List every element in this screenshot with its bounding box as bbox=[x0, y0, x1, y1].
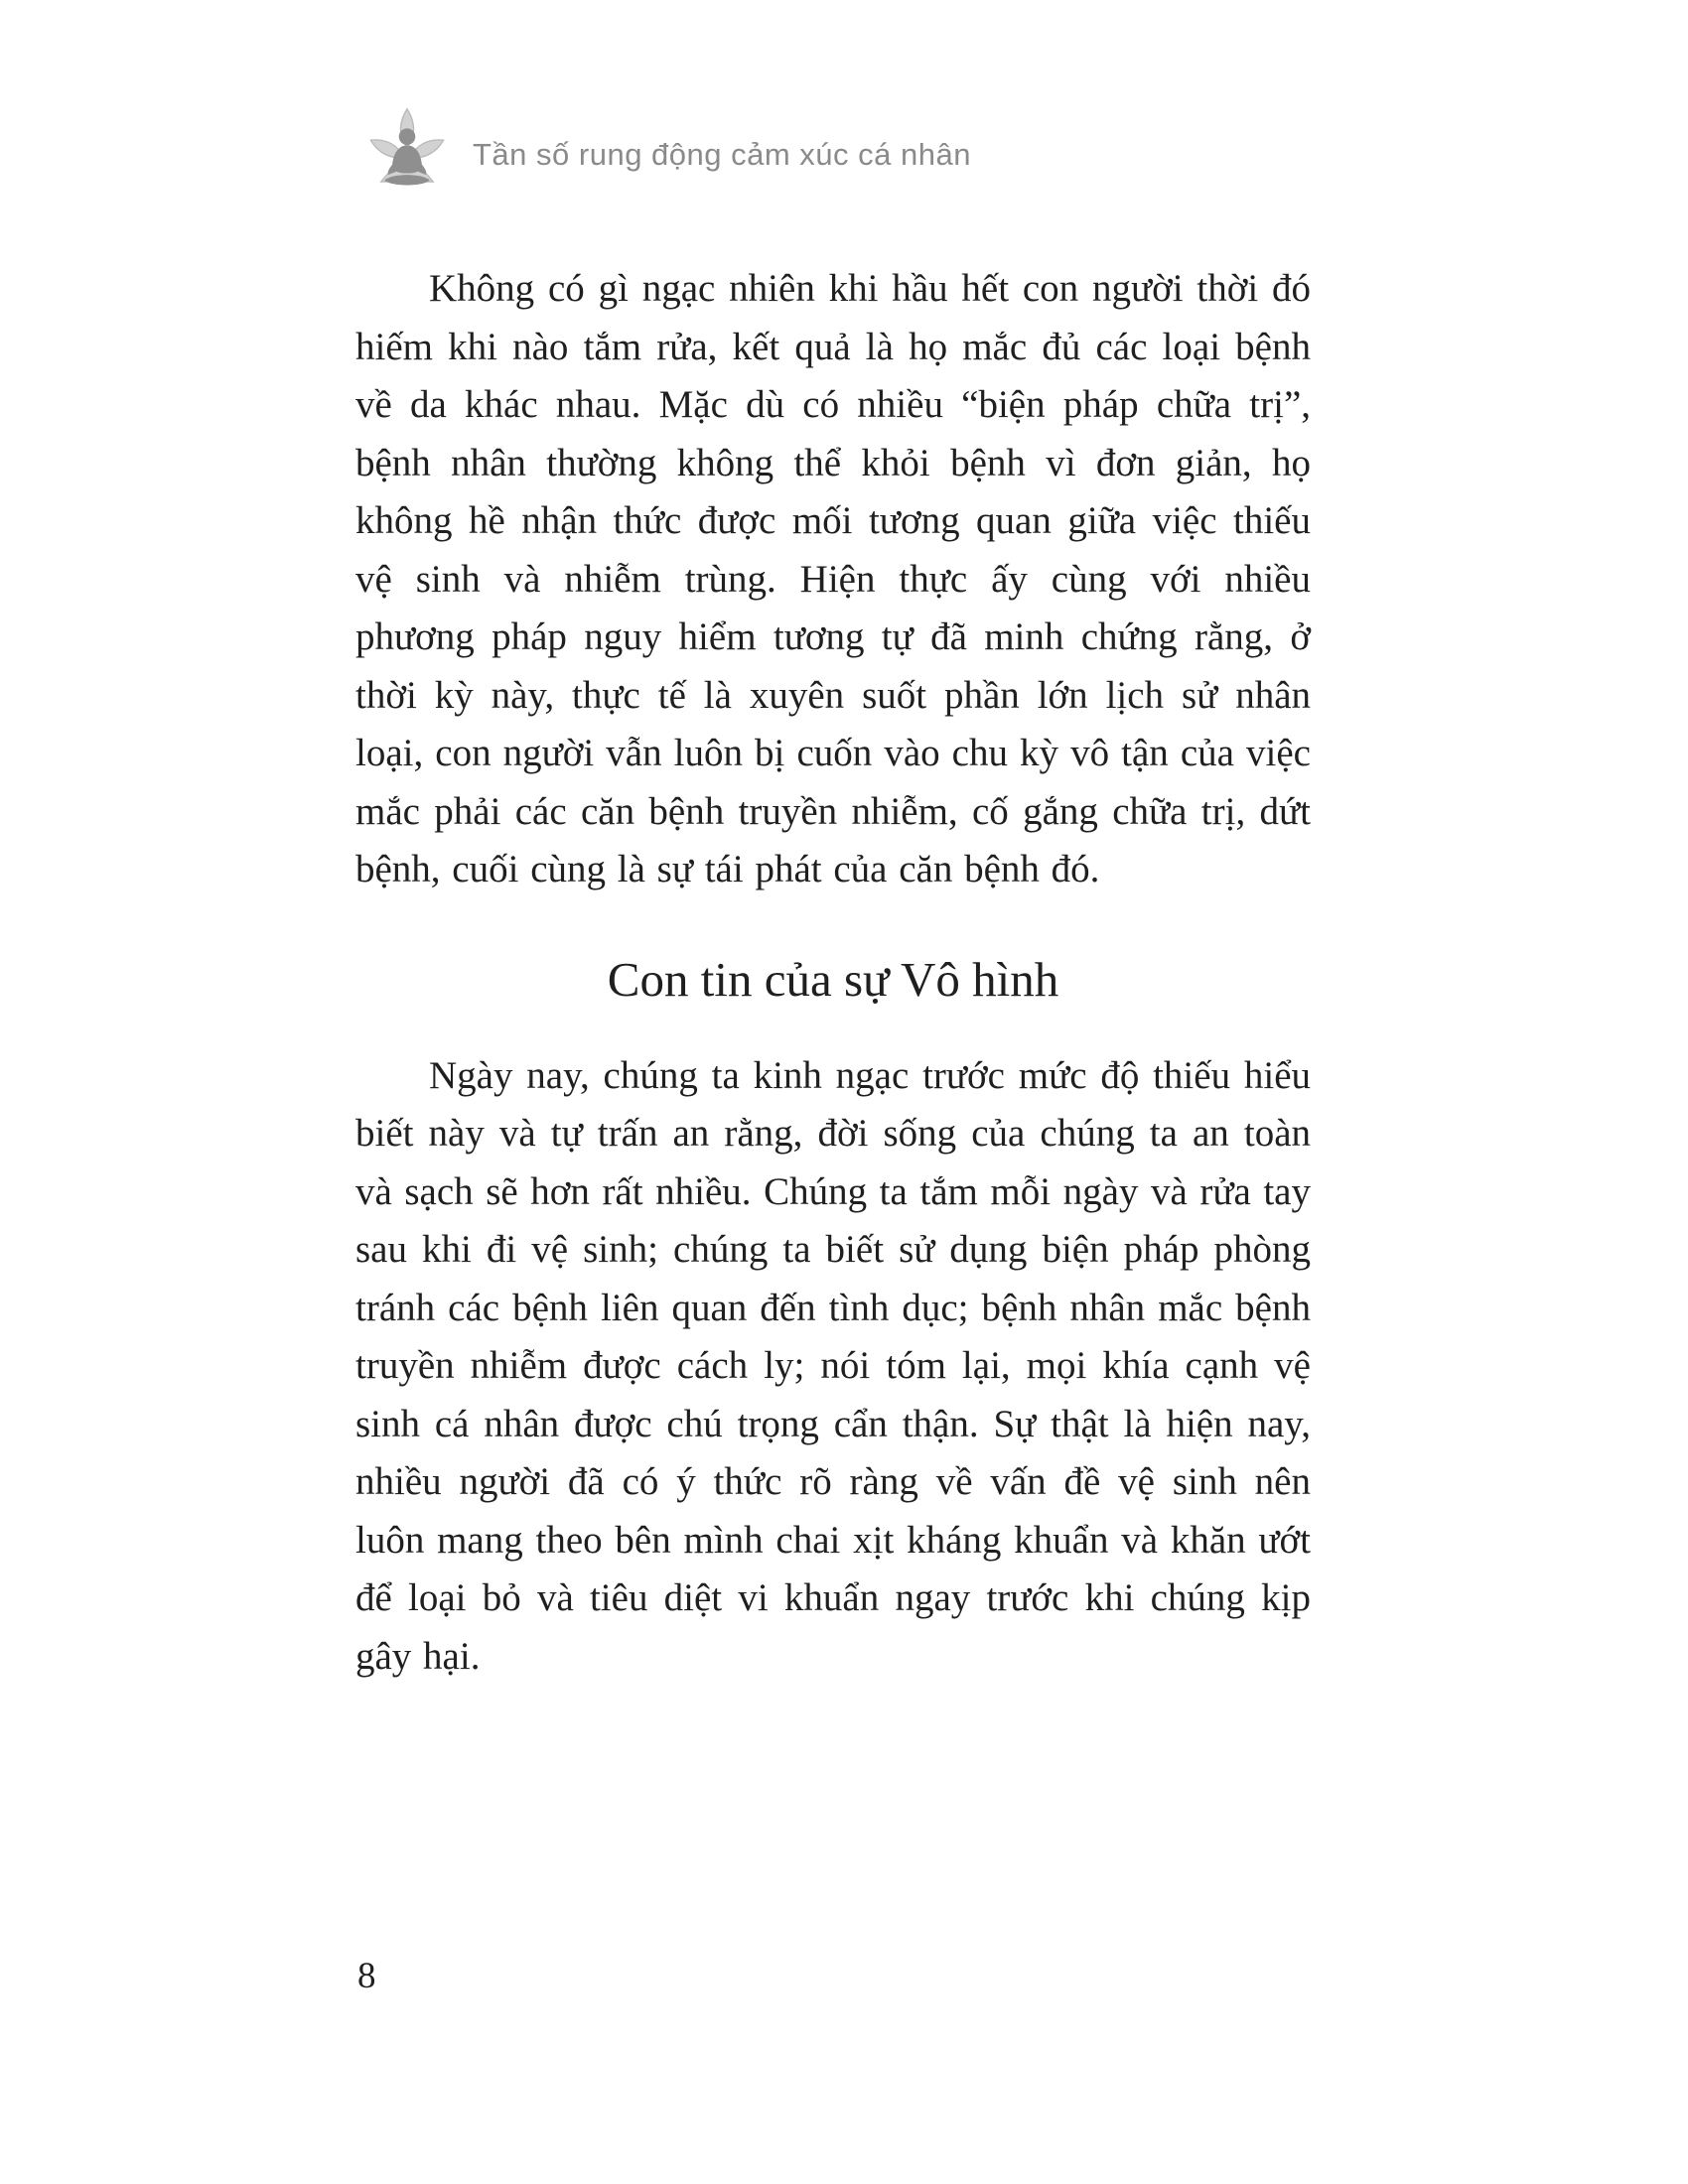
page-number: 8 bbox=[357, 1956, 376, 1996]
running-head-title: Tần số rung động cảm xúc cá nhân bbox=[473, 137, 971, 172]
content-column bbox=[355, 107, 1311, 1686]
section-heading: Con tin của sự Vô hình bbox=[607, 951, 1059, 1007]
paragraph-1: Không có gì ngạc nhiên khi hầu hết con người thời đó hiếm khi nào tắm rửa, kết quả là họ mắc đủ các loại bệnh về da khác nhau. Mặc dù có nhiều “biện pháp chữa trị”, bệnh nhân thường không thể khỏi bệnh vì đơn giản, họ không hề nhận thức được mối tương quan giữa việc thiếu vệ sinh và nhiễm trùng. Hiện thực ấy cùng với nhiều phương pháp nguy hiểm tương tự đã minh chứng rằng, ở thời kỳ này, thực tế là xuyên suốt phần lớn lịch sử nhân loại, con người vẫn luôn bị cuốn vào chu kỳ vô tận của việc mắc phải các căn bệnh truyền nhiễm, cố gắng chữa trị, dứt bệnh, cuối cùng là sự tái phát của căn bệnh đó. bbox=[355, 267, 1311, 890]
meditation-lotus-icon bbox=[363, 107, 451, 203]
book-header bbox=[363, 107, 1311, 203]
paragraph-2: Ngày nay, chúng ta kinh ngạc trước mức độ thiếu hiểu biết này và tự trấn an rằng, đời sống của chúng ta an toàn và sạch sẽ hơn rất nhiều. Chúng ta tắm mỗi ngày và rửa tay sau khi đi vệ sinh; chúng ta biết sử dụng biện pháp phòng tránh các bệnh liên quan đến tình dục; bệnh nhân mắc bệnh truyền nhiễm được cách ly; nói tóm lại, mọi khía cạnh vệ sinh cá nhân được chú trọng cẩn thận. Sự thật là hiện nay, nhiều người đã có ý thức rõ ràng về vấn đề vệ sinh nên luôn mang theo bên mình chai xịt kháng khuẩn và khăn ướt để loại bỏ và tiêu diệt vi khuẩn ngay trước khi chúng kịp gây hại. bbox=[355, 1053, 1311, 1678]
